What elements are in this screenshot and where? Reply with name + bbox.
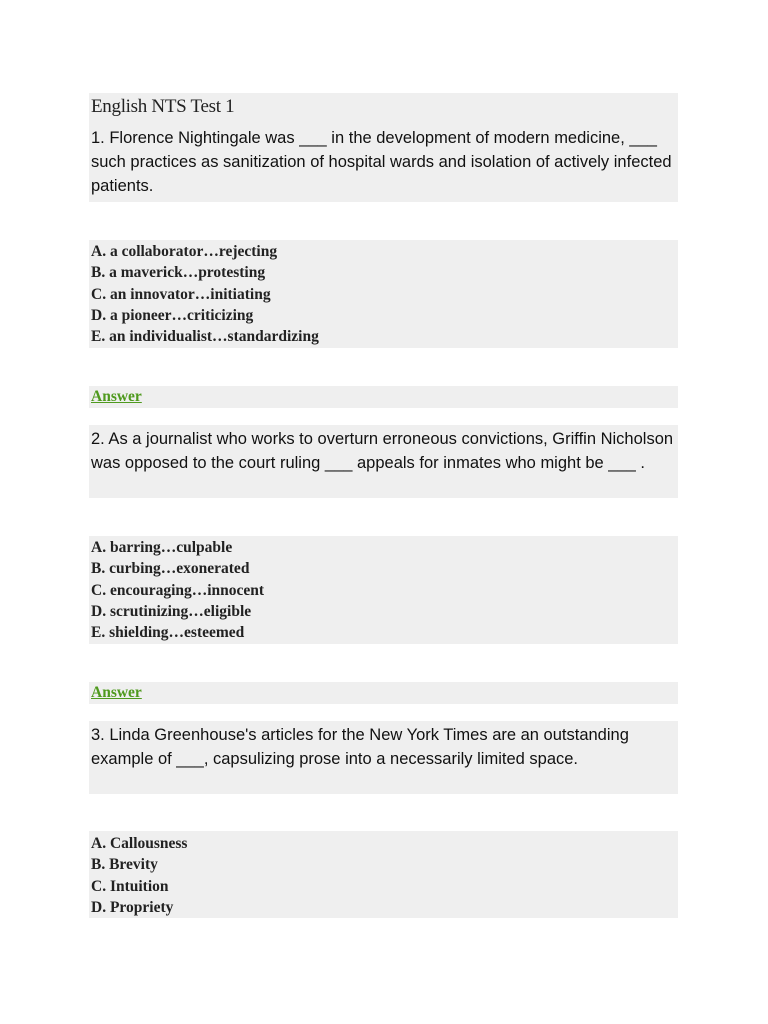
question-1-block — [89, 93, 678, 202]
option-1b: B. a maverick…protesting — [91, 264, 266, 282]
question-1-text: 1. Florence Nightingale was ___ in the development of modern medicine, ___ such practices as sanitization of hospital wards and isolation of actively infected patients. — [91, 129, 672, 195]
answer-1-bar — [89, 386, 678, 408]
answer-2-link[interactable]: Answer — [91, 684, 142, 701]
question-2-text: 2. As a journalist who works to overturn erroneous convictions, Griffin Nicholson was opposed to the court ruling ___ appeals for inmates who might be ___ . — [91, 430, 674, 472]
question-2-options — [89, 536, 678, 644]
option-1a: A. a collaborator…rejecting — [91, 243, 278, 260]
question-3-options — [89, 831, 678, 918]
answer-2-bar — [89, 682, 678, 704]
page-title: English NTS Test 1 — [91, 96, 235, 117]
option-2e: E. shielding…esteemed — [91, 624, 245, 642]
option-3c: C. Intuition — [91, 877, 169, 895]
option-2d: D. scrutinizing…eligible — [91, 602, 252, 620]
question-3-text: 3. Linda Greenhouse's articles for the New York Times are an outstanding example of ___, capsulizing prose into a necessarily limited space. — [91, 726, 629, 768]
answer-1-link[interactable]: Answer — [91, 388, 142, 405]
question-1-options — [89, 240, 678, 348]
option-3d: D. Propriety — [91, 898, 174, 916]
question-2-block — [89, 425, 678, 498]
option-3a: A. Callousness — [91, 835, 188, 852]
option-1e: E. an individualist…standardizing — [91, 328, 319, 346]
option-3b: B. Brevity — [91, 856, 158, 874]
option-1c: C. an innovator…initiating — [91, 285, 271, 303]
option-2b: B. curbing…exonerated — [91, 560, 250, 578]
option-2a: A. barring…culpable — [91, 539, 233, 556]
option-2c: C. encouraging…innocent — [91, 581, 265, 599]
option-1d: D. a pioneer…criticizing — [91, 306, 254, 324]
question-3-block — [89, 721, 678, 794]
